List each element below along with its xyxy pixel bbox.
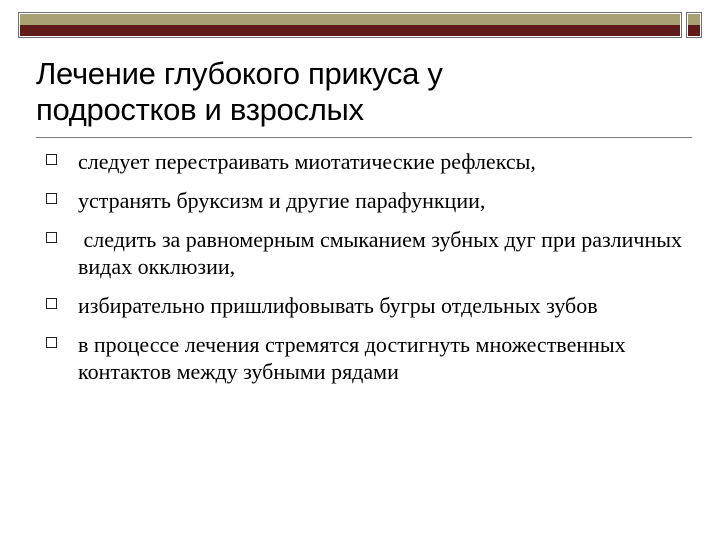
hollow-square-bullet-icon: [46, 154, 57, 165]
bullet-item: [46, 187, 686, 214]
slide-title-line-1: Лечение глубокого прикуса у: [36, 56, 443, 91]
bullet-text: избирательно пришлифовывать бугры отдельных зубов: [78, 293, 598, 318]
hollow-square-bullet-icon: [46, 298, 57, 309]
bullet-text: следует перестраивать миотатические рефлексы,: [78, 149, 536, 174]
bullet-item: [46, 148, 686, 175]
bullet-text: в процессе лечения стремятся достигнуть множественных контактов между зубными рядами: [78, 332, 626, 384]
hollow-square-bullet-icon: [46, 193, 57, 204]
hollow-square-bullet-icon: [46, 337, 57, 348]
bullet-text: устранять бруксизм и другие парафункции,: [78, 188, 486, 213]
header-maroon-stripe: [20, 25, 680, 36]
header-decor-bar: [18, 12, 682, 38]
header-corner-box: [686, 12, 702, 38]
bullet-item: [46, 292, 686, 319]
title-divider: [36, 137, 692, 138]
bullet-text: следить за равномерным смыканием зубных дуг при различных видах окклюзии,: [78, 227, 688, 279]
slide-title: [36, 56, 676, 128]
slide-title-line-2: подростков и взрослых: [36, 92, 364, 127]
header-olive-stripe: [20, 14, 680, 25]
bullet-item: [46, 226, 686, 280]
bullet-list: [46, 148, 686, 397]
hollow-square-bullet-icon: [46, 232, 57, 243]
bullet-item: [46, 331, 686, 385]
corner-olive-stripe: [688, 14, 700, 25]
corner-maroon-stripe: [688, 25, 700, 36]
